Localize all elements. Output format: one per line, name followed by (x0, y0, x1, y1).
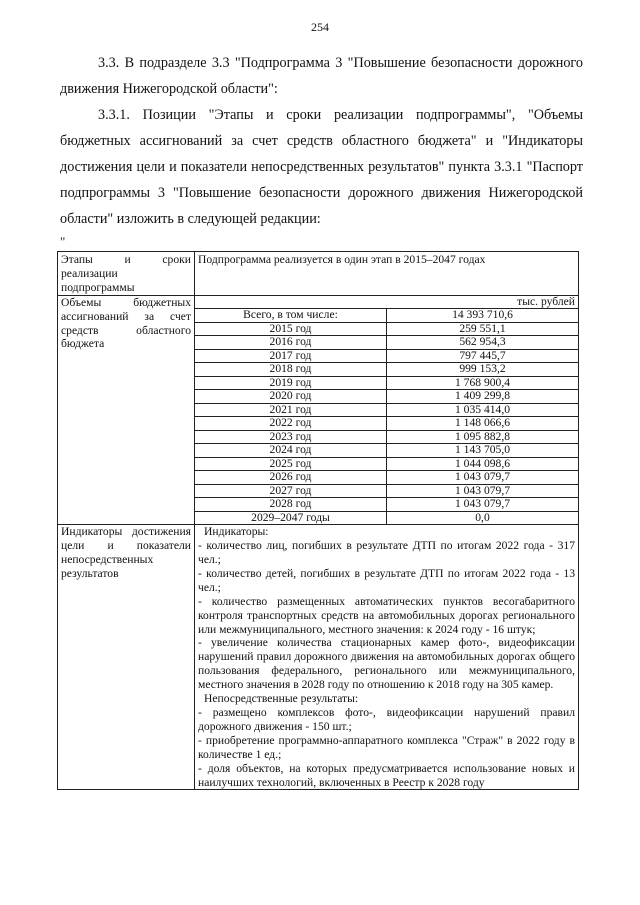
budget-row-item (195, 376, 578, 390)
budget-period: 2027 год (195, 484, 387, 498)
budget-label: Объемы бюджетных ассигнований за счет средств областного бюджета (58, 295, 195, 525)
budget-amount: 14 393 710,6 (387, 309, 579, 323)
budget-period: 2021 год (195, 403, 387, 417)
budget-row-item (195, 471, 578, 485)
budget-period: 2023 год (195, 430, 387, 444)
indicator-item: - увеличение количества стационарных камер фото-, видеофиксации нарушений правил дорожного движения на автомобильных дорогах общего пользования федерального, регионального или межмуниципального, местного значения в 2028 году по отношению к 2018 году на 305 камер. (198, 636, 575, 692)
budget-row-item (195, 484, 578, 498)
budget-amount: 1 148 066,6 (387, 417, 579, 431)
indicator-item: - количество размещенных автоматических пунктов весогабаритного контроля транспортных средств на автомобильных дорогах регионального или межмуниципального, местного значения: к 2024 году - 16 штук; (198, 594, 575, 636)
budget-period: 2026 год (195, 471, 387, 485)
budget-period: 2025 год (195, 457, 387, 471)
budget-period: 2016 год (195, 336, 387, 350)
budget-amount: 562 954,3 (387, 336, 579, 350)
results-heading: Непосредственные результаты: (204, 692, 359, 706)
indicator-item: - количество лиц, погибших в результате ДТП по итогам 2022 года - 317 чел.; (198, 539, 575, 567)
budget-amount: 1 409 299,8 (387, 390, 579, 404)
budget-row-item (195, 444, 578, 458)
budget-amount: 1 143 705,0 (387, 444, 579, 458)
budget-unit-row (195, 296, 578, 309)
indicators-row (58, 525, 579, 790)
indicators-heading: Индикаторы: (204, 525, 269, 539)
stages-row (58, 252, 579, 296)
budget-row (58, 295, 579, 525)
page-number: 254 (311, 20, 329, 34)
budget-row-item (195, 309, 578, 323)
opening-quote: " (60, 234, 66, 249)
budget-period: 2015 год (195, 322, 387, 336)
stages-value: Подпрограмма реализуется в один этап в 2015–2047 годах (195, 252, 579, 296)
budget-period: 2020 год (195, 390, 387, 404)
budget-row-item (195, 417, 578, 431)
budget-period: 2029–2047 годы (195, 511, 387, 524)
budget-row-item (195, 322, 578, 336)
budget-period: Всего, в том числе: (195, 309, 387, 323)
indicators-label: Индикаторы достижения цели и показатели непосредственных результатов (58, 525, 195, 790)
budget-period: 2019 год (195, 376, 387, 390)
budget-cell (195, 295, 579, 525)
budget-row-item (195, 390, 578, 404)
budget-amount: 1 044 098,6 (387, 457, 579, 471)
result-item: - размещено комплексов фото-, видеофиксации нарушений правил дорожного движения - 150 шт.; (198, 706, 575, 733)
budget-period: 2028 год (195, 498, 387, 512)
budget-table (195, 296, 578, 525)
budget-amount: 999 153,2 (387, 363, 579, 377)
budget-row-item (195, 498, 578, 512)
budget-row-item (195, 349, 578, 363)
budget-amount: 1 035 414,0 (387, 403, 579, 417)
budget-period: 2024 год (195, 444, 387, 458)
budget-amount: 259 551,1 (387, 322, 579, 336)
passport-table (57, 251, 579, 790)
result-item: - приобретение программно-аппаратного комплекса "Страж" в 2022 году в количестве 1 ед.; (198, 733, 575, 761)
budget-amount: 1 768 900,4 (387, 376, 579, 390)
budget-row-item (195, 403, 578, 417)
stages-label: Этапы и сроки реализации подпрограммы (58, 252, 195, 296)
budget-period: 2017 год (195, 349, 387, 363)
budget-row-item (195, 336, 578, 350)
paragraph-3-3-1: 3.3.1. Позиции "Этапы и сроки реализации подпрограммы", "Объемы бюджетных ассигнований за счет средств областного бюджета" и "Индикаторы достижения цели и показатели непосредственных результатов" пункта 3.3.1 "Паспорт подпрограммы 3 "Повышение безопасности дорожного движения Нижегородской области" изложить в следующей редакции: (60, 107, 583, 227)
budget-amount: 1 043 079,7 (387, 484, 579, 498)
paragraph-3-3: 3.3. В подразделе 3.3 "Подпрограмма 3 "Повышение безопасности дорожного движения Нижегородской области": (60, 55, 583, 97)
budget-period: 2022 год (195, 417, 387, 431)
budget-unit: тыс. рублей (195, 296, 578, 309)
budget-row-item (195, 511, 578, 524)
budget-row-item (195, 430, 578, 444)
budget-row-item (195, 363, 578, 377)
indicators-cell (195, 525, 579, 790)
budget-period: 2018 год (195, 363, 387, 377)
result-item: - доля объектов, на которых предусматривается использование новых и наилучших технологий, включенных в Реестр к 2028 году (198, 761, 575, 789)
budget-amount: 1 043 079,7 (387, 498, 579, 512)
budget-amount: 1 095 882,8 (387, 430, 579, 444)
budget-row-item (195, 457, 578, 471)
budget-amount: 797 445,7 (387, 349, 579, 363)
budget-amount: 0,0 (387, 511, 579, 524)
budget-amount: 1 043 079,7 (387, 471, 579, 485)
indicator-item: - количество детей, погибших в результате ДТП по итогам 2022 года - 13 чел.; (198, 566, 575, 594)
